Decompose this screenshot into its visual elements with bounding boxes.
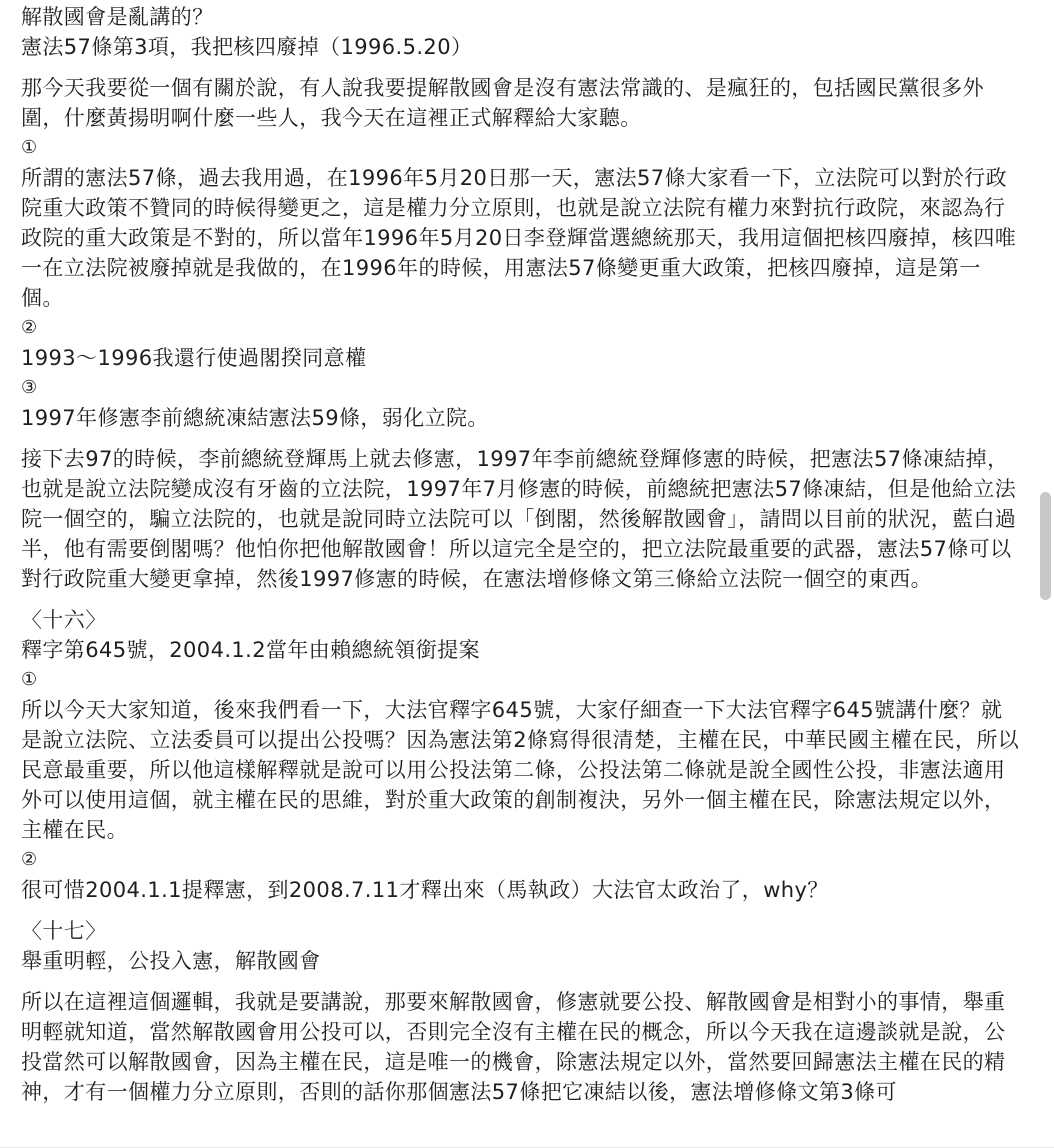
scrollbar-thumb[interactable] [1040, 492, 1051, 600]
section-number: ② [21, 849, 38, 870]
paragraph: 接下去97的時候，李前總統登輝馬上就去修憲，1997年李前總統登輝修憲的時候，把憲法57條凍結掉，也就是說立法院變成沒有牙齒的立法院，1997年7月修憲的時候，前總統把憲法57條凍結，但是他給立法院一個空的，騙立法院的，也就是說同時立法院可以「倒閣，然後解散國會」，請問以目前的狀況，藍白過半，他有需要倒閣嗎？他怕你把他解散國會！所以這完全是空的，把立法院最重要的武器，憲法57條可以對行政院重大變更拿掉，然後1997修憲的時候，在憲法增修條文第三條給立法院一個空的東西。 [21, 447, 1017, 591]
paragraph: 很可惜2004.1.1提釋憲，到2008.7.11才釋出來（馬執政）大法官太政治了，why？ [21, 878, 829, 902]
paragraph: 舉重明輕，公投入憲，解散國會 [21, 949, 321, 973]
paragraph: 所以在這裡這個邏輯，我就是要講說，那要來解散國會，修憲就要公投、解散國會是相對小的事情，舉重明輕就知道，當然解散國會用公投可以，否則完全沒有主權在民的概念，所以今天我在這邊談就是說，公投當然可以解散國會，因為主權在民，這是唯一的機會，除憲法規定以外，當然要回歸憲法主權在民的精神，才有一個權力分立原則，否則的話你那個憲法57條把它凍結以後，憲法增修條文第3條可 [21, 990, 1006, 1104]
paragraph: 〈十六〉 [21, 608, 107, 632]
section-number: ① [21, 669, 38, 690]
paragraph: 所以今天大家知道，後來我們看一下，大法官釋字645號，大家仔細查一下大法官釋字645號講什麼？就是說立法院、立法委員可以提出公投嗎？因為憲法第2條寫得很清楚，主權在民，中華民國主權在民，所以民意最重要，所以他這樣解釋就是說可以用公投法第二條，公投法第二條就是說全國性公投，非憲法適用外可以使用這個，就主權在民的思維，對於重大政策的創制複決，另外一個主權在民，除憲法規定以外，主權在民。 [21, 698, 1020, 842]
paragraph: 那今天我要從一個有關於說，有人說我要提解散國會是沒有憲法常識的、是瘋狂的，包括國民黨很多外圍，什麼黃揚明啊什麼一些人，我今天在這裡正式解釋給大家聽。 [21, 76, 984, 130]
paragraph: 1993～1996我還行使過閣揆同意權 [21, 346, 367, 370]
paragraph: 解散國會是亂講的？ [21, 5, 214, 29]
paragraph: 所謂的憲法57條，過去我用過，在1996年5月20日那一天，憲法57條大家看一下，立法院可以對於行政院重大政策不贊同的時候得變更之，這是權力分立原則，也就是說立法院有權力來對抗行政院，來認為行政院的重大政策是不對的，所以當年1996年5月20日李登輝當選總統那天，我用這個把核四廢掉，核四唯一在立法院被廢掉就是我做的，在1996年的時候，用憲法57條變更重大政策，把核四廢掉，這是第一個。 [21, 166, 1017, 310]
section-number: ③ [21, 377, 38, 398]
paragraph: 1997年修憲李前總統凍結憲法59條，弱化立院。 [21, 406, 489, 430]
section-number: ① [21, 137, 38, 158]
paragraph: 〈十七〉 [21, 919, 107, 943]
paragraph: 釋字第645號，2004.1.2當年由賴總統領銜提案 [21, 638, 480, 662]
paragraph: 憲法57條第3項，我把核四廢掉（1996.5.20） [21, 35, 473, 59]
scrollbar-track[interactable] [1036, 0, 1054, 1148]
section-number: ② [21, 317, 38, 338]
